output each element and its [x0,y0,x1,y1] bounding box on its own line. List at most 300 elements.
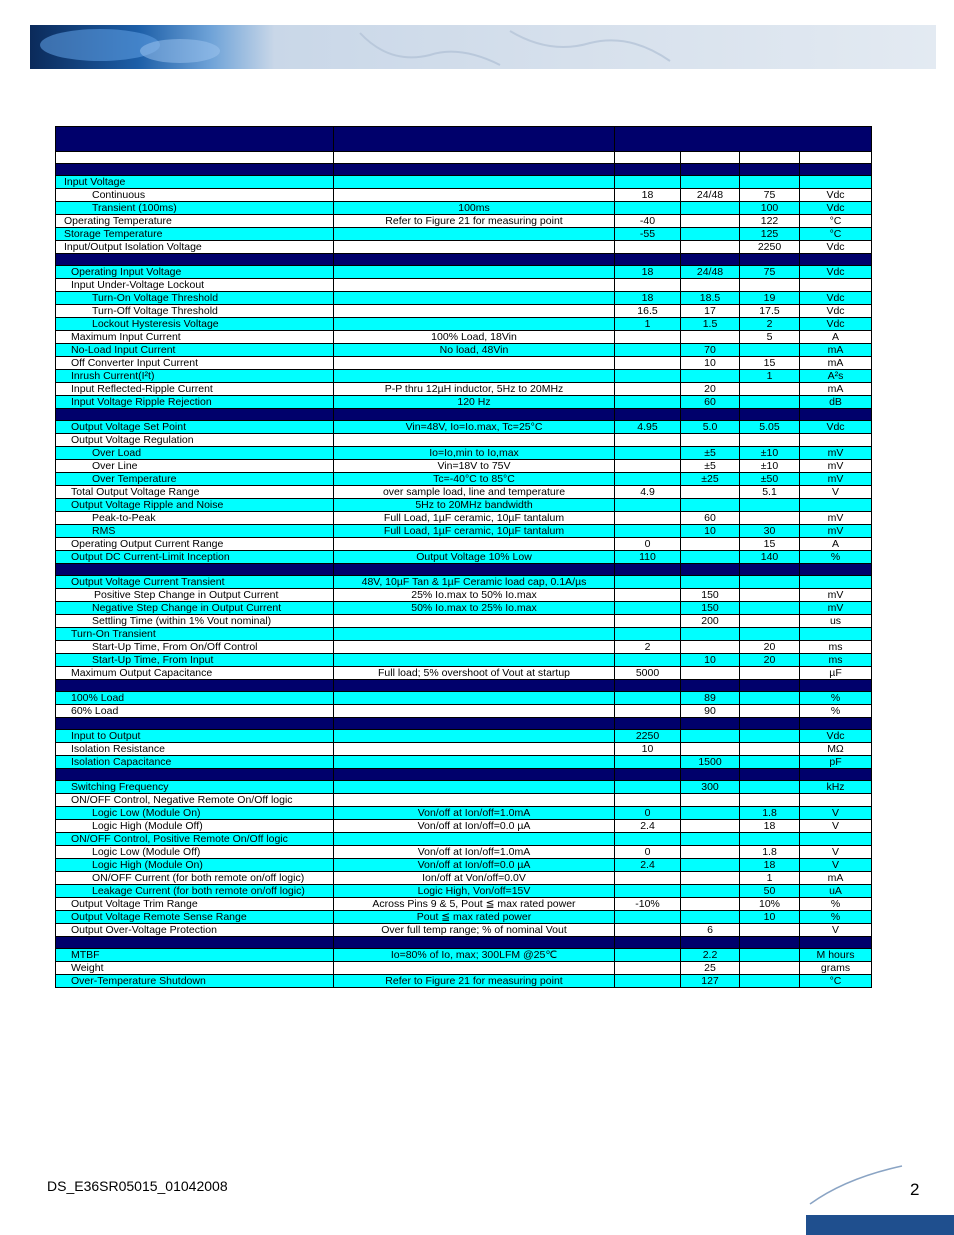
parameter-cell: Isolation Resistance [56,743,334,756]
conditions-cell: 100ms [334,202,615,215]
units-cell: M hours [800,949,872,962]
min-cell [615,331,681,344]
units-cell: ms [800,641,872,654]
min-cell [615,576,681,589]
units-cell: MΩ [800,743,872,756]
max-cell: 75 [740,189,800,202]
section-cell [334,564,615,576]
conditions-cell: Von/off at Ion/off=1.0mA [334,807,615,820]
min-cell: 0 [615,846,681,859]
max-cell: 10 [740,911,800,924]
parameter-cell: Over-Temperature Shutdown [56,975,334,988]
typ-cell [681,576,740,589]
min-cell [615,911,681,924]
units-cell: °C [800,228,872,241]
table-row [56,781,872,794]
units-cell: V [800,846,872,859]
table-row [56,228,872,241]
table-row [56,667,872,680]
table-row [56,885,872,898]
parameter-cell: Over Load [56,447,334,460]
min-cell: -10% [615,898,681,911]
section-cell [615,718,681,730]
conditions-cell [334,357,615,370]
max-cell [740,667,800,680]
units-cell: % [800,898,872,911]
table-row [56,370,872,383]
conditions-cell [334,241,615,254]
table-row [56,846,872,859]
units-cell: Vdc [800,305,872,318]
units-cell [800,833,872,846]
min-cell [615,176,681,189]
conditions-cell: 100% Load, 18Vin [334,331,615,344]
parameter-cell: MTBF [56,949,334,962]
typ-cell: 18.5 [681,292,740,305]
footer-decoration [806,1164,954,1235]
table-row [56,949,872,962]
table-row [56,962,872,975]
table-row [56,807,872,820]
table-row [56,654,872,667]
parameter-cell: Peak-to-Peak [56,512,334,525]
parameter-cell: No-Load Input Current [56,344,334,357]
conditions-cell: Von/off at Ion/off=0.0 µA [334,859,615,872]
units-cell: grams [800,962,872,975]
banner-graphic [30,25,936,69]
section-cell [681,680,740,692]
section-cell [681,769,740,781]
max-cell [740,576,800,589]
units-cell: Vdc [800,202,872,215]
parameter-cell: Turn-Off Voltage Threshold [56,305,334,318]
section-cell [681,718,740,730]
table-row [56,383,872,396]
max-cell [740,434,800,447]
units-cell: % [800,551,872,564]
typ-cell: 6 [681,924,740,937]
units-cell: mA [800,344,872,357]
conditions-cell [334,615,615,628]
units-cell [800,499,872,512]
section-header-row [56,718,872,730]
max-cell: 1.8 [740,807,800,820]
subheader-cell [56,152,334,164]
conditions-cell: Over full temp range; % of nominal Vout [334,924,615,937]
max-cell: 1 [740,872,800,885]
conditions-cell: 25% Io.max to 50% Io.max [334,589,615,602]
units-cell: µF [800,667,872,680]
max-cell: 30 [740,525,800,538]
typ-cell: 24/48 [681,189,740,202]
parameter-cell: Input Reflected-Ripple Current [56,383,334,396]
conditions-cell: 50% Io.max to 25% Io.max [334,602,615,615]
conditions-cell: P-P thru 12µH inductor, 5Hz to 20MHz [334,383,615,396]
parameter-cell: Storage Temperature [56,228,334,241]
min-cell [615,512,681,525]
max-cell: 20 [740,654,800,667]
subheader-cell [681,152,740,164]
conditions-cell: Full load; 5% overshoot of Vout at startup [334,667,615,680]
parameter-cell: Input/Output Isolation Voltage [56,241,334,254]
parameter-cell: Logic High (Module Off) [56,820,334,833]
typ-cell [681,730,740,743]
table-row [56,794,872,807]
typ-cell: 150 [681,589,740,602]
table-row [56,551,872,564]
section-cell [740,254,800,266]
max-cell: 18 [740,859,800,872]
section-cell [334,164,615,176]
parameter-cell: Logic Low (Module Off) [56,846,334,859]
section-cell [56,937,334,949]
typ-cell [681,215,740,228]
table-row [56,279,872,292]
min-cell [615,975,681,988]
units-cell: us [800,615,872,628]
min-cell: 2.4 [615,859,681,872]
table-row [56,344,872,357]
max-cell [740,279,800,292]
max-cell [740,512,800,525]
table-subheader-row [56,152,872,164]
typ-cell [681,846,740,859]
min-cell: 1 [615,318,681,331]
conditions-cell [334,781,615,794]
parameter-cell: Maximum Output Capacitance [56,667,334,680]
table-row [56,292,872,305]
units-cell: pF [800,756,872,769]
typ-cell [681,833,740,846]
table-row [56,538,872,551]
table-row [56,421,872,434]
min-cell: 18 [615,189,681,202]
section-cell [615,680,681,692]
conditions-cell: Across Pins 9 & 5, Pout ≦ max rated power [334,898,615,911]
conditions-cell: Pout ≦ max rated power [334,911,615,924]
conditions-cell: Refer to Figure 21 for measuring point [334,215,615,228]
section-header-row [56,680,872,692]
max-cell [740,589,800,602]
max-cell [740,743,800,756]
units-cell: Vdc [800,421,872,434]
typ-cell [681,743,740,756]
table-row [56,434,872,447]
min-cell [615,202,681,215]
units-cell: Vdc [800,292,872,305]
max-cell [740,794,800,807]
max-cell: 125 [740,228,800,241]
conditions-cell: 48V, 10µF Tan & 1µF Ceramic load cap, 0.1A/µs [334,576,615,589]
parameter-cell: Weight [56,962,334,975]
units-cell: Vdc [800,189,872,202]
parameter-cell: Output Over-Voltage Protection [56,924,334,937]
max-cell [740,730,800,743]
table-header-row [56,127,872,152]
parameter-cell: Output Voltage Set Point [56,421,334,434]
typ-cell [681,331,740,344]
section-cell [800,409,872,421]
min-cell [615,396,681,409]
min-cell [615,833,681,846]
max-cell: 50 [740,885,800,898]
section-cell [615,254,681,266]
section-cell [334,769,615,781]
table-row [56,241,872,254]
section-cell [615,409,681,421]
min-cell [615,615,681,628]
max-cell [740,602,800,615]
section-cell [56,164,334,176]
min-cell [615,924,681,937]
typ-cell [681,885,740,898]
parameter-cell: Output Voltage Current Transient [56,576,334,589]
section-header-row [56,769,872,781]
conditions-cell [334,833,615,846]
subheader-cell [334,152,615,164]
max-cell: 15 [740,357,800,370]
table-row [56,396,872,409]
section-cell [681,164,740,176]
max-cell: 100 [740,202,800,215]
min-cell: 2 [615,641,681,654]
typ-cell [681,628,740,641]
units-cell: mV [800,589,872,602]
section-cell [615,564,681,576]
max-cell [740,833,800,846]
min-cell [615,344,681,357]
units-cell: mV [800,512,872,525]
conditions-cell: Io=Io,min to Io,max [334,447,615,460]
parameter-cell: Switching Frequency [56,781,334,794]
conditions-cell: Full Load, 1µF ceramic, 10µF tantalum [334,525,615,538]
parameter-cell: Output Voltage Ripple and Noise [56,499,334,512]
typ-cell [681,538,740,551]
max-cell: 5.1 [740,486,800,499]
typ-cell: ±5 [681,460,740,473]
units-cell: mA [800,872,872,885]
conditions-cell: 120 Hz [334,396,615,409]
min-cell: 4.95 [615,421,681,434]
min-cell: 16.5 [615,305,681,318]
parameter-cell: Input Voltage Ripple Rejection [56,396,334,409]
specifications-table [55,126,872,988]
conditions-cell: Output Voltage 10% Low [334,551,615,564]
typ-cell: 1.5 [681,318,740,331]
min-cell [615,654,681,667]
max-cell: 1.8 [740,846,800,859]
section-cell [56,769,334,781]
conditions-cell [334,318,615,331]
table-row [56,576,872,589]
units-cell: mA [800,357,872,370]
typ-cell: ±25 [681,473,740,486]
max-cell: ±10 [740,460,800,473]
max-cell: 140 [740,551,800,564]
max-cell: 17.5 [740,305,800,318]
section-cell [681,409,740,421]
table-row [56,525,872,538]
parameter-cell: Leakage Current (for both remote on/off logic) [56,885,334,898]
section-cell [681,564,740,576]
units-cell: mA [800,383,872,396]
min-cell [615,602,681,615]
typ-cell [681,279,740,292]
min-cell [615,370,681,383]
conditions-cell: Vin=48V, Io=Io.max, Tc=25°C [334,421,615,434]
parameter-cell: Operating Output Current Range [56,538,334,551]
parameter-cell: Output Voltage Regulation [56,434,334,447]
typ-cell [681,202,740,215]
max-cell: 15 [740,538,800,551]
max-cell: 122 [740,215,800,228]
min-cell [615,885,681,898]
parameter-cell: ON/OFF Current (for both remote on/off logic) [56,872,334,885]
section-cell [334,409,615,421]
typ-cell: 10 [681,654,740,667]
header-cell [56,127,334,152]
units-cell: mV [800,473,872,486]
table-row [56,602,872,615]
table-row [56,859,872,872]
units-cell [800,176,872,189]
min-cell [615,447,681,460]
conditions-cell: Tc=-40°C to 85°C [334,473,615,486]
conditions-cell [334,730,615,743]
min-cell [615,872,681,885]
section-cell [740,564,800,576]
min-cell [615,434,681,447]
typ-cell: 150 [681,602,740,615]
typ-cell [681,641,740,654]
table-row [56,512,872,525]
parameter-cell: Operating Temperature [56,215,334,228]
min-cell: 5000 [615,667,681,680]
min-cell [615,794,681,807]
parameter-cell: Input to Output [56,730,334,743]
parameter-cell: ON/OFF Control, Positive Remote On/Off logic [56,833,334,846]
table-row [56,499,872,512]
conditions-cell: Von/off at Ion/off=0.0 µA [334,820,615,833]
table-row [56,305,872,318]
table-row [56,911,872,924]
parameter-cell: Logic High (Module On) [56,859,334,872]
typ-cell [681,241,740,254]
max-cell [740,499,800,512]
max-cell: ±10 [740,447,800,460]
min-cell [615,279,681,292]
table-row [56,641,872,654]
table-row [56,615,872,628]
section-cell [56,564,334,576]
units-cell: mV [800,447,872,460]
parameter-cell: Output Voltage Trim Range [56,898,334,911]
min-cell [615,628,681,641]
max-cell: 18 [740,820,800,833]
parameter-cell: 100% Load [56,692,334,705]
max-cell [740,705,800,718]
max-cell [740,692,800,705]
typ-cell [681,898,740,911]
table-row [56,975,872,988]
section-cell [740,937,800,949]
conditions-cell: over sample load, line and temperature [334,486,615,499]
parameter-cell: Output Voltage Remote Sense Range [56,911,334,924]
parameter-cell: Maximum Input Current [56,331,334,344]
section-header-row [56,164,872,176]
typ-cell [681,370,740,383]
table-row [56,318,872,331]
min-cell: 18 [615,292,681,305]
min-cell: 4.9 [615,486,681,499]
section-cell [740,164,800,176]
table-row [56,189,872,202]
conditions-cell [334,189,615,202]
typ-cell: 24/48 [681,266,740,279]
max-cell: 19 [740,292,800,305]
subheader-cell [615,152,681,164]
parameter-cell: Over Line [56,460,334,473]
typ-cell [681,551,740,564]
min-cell [615,756,681,769]
table-row [56,628,872,641]
section-cell [800,680,872,692]
min-cell: 0 [615,807,681,820]
units-cell: V [800,820,872,833]
conditions-cell [334,538,615,551]
units-cell: °C [800,975,872,988]
conditions-cell: Vin=18V to 75V [334,460,615,473]
table-row [56,176,872,189]
table-row [56,266,872,279]
max-cell [740,924,800,937]
table-row [56,331,872,344]
typ-cell [681,911,740,924]
parameter-cell: Start-Up Time, From On/Off Control [56,641,334,654]
parameter-cell: Isolation Capacitance [56,756,334,769]
min-cell [615,499,681,512]
typ-cell [681,807,740,820]
max-cell [740,628,800,641]
max-cell: 75 [740,266,800,279]
min-cell [615,962,681,975]
typ-cell: 2.2 [681,949,740,962]
table-row [56,756,872,769]
typ-cell: 89 [681,692,740,705]
specifications-table-body [56,127,872,988]
typ-cell [681,228,740,241]
conditions-cell [334,176,615,189]
parameter-cell: Positive Step Change in Output Current [56,589,334,602]
conditions-cell [334,794,615,807]
units-cell: % [800,911,872,924]
max-cell [740,781,800,794]
conditions-cell [334,266,615,279]
units-cell: mV [800,460,872,473]
max-cell [740,756,800,769]
units-cell [800,279,872,292]
max-cell: 5 [740,331,800,344]
parameter-cell: Turn-On Transient [56,628,334,641]
table-row [56,743,872,756]
parameter-cell: ON/OFF Control, Negative Remote On/Off logic [56,794,334,807]
min-cell [615,473,681,486]
table-row [56,589,872,602]
section-cell [681,937,740,949]
subheader-cell [740,152,800,164]
max-cell [740,615,800,628]
section-cell [800,254,872,266]
